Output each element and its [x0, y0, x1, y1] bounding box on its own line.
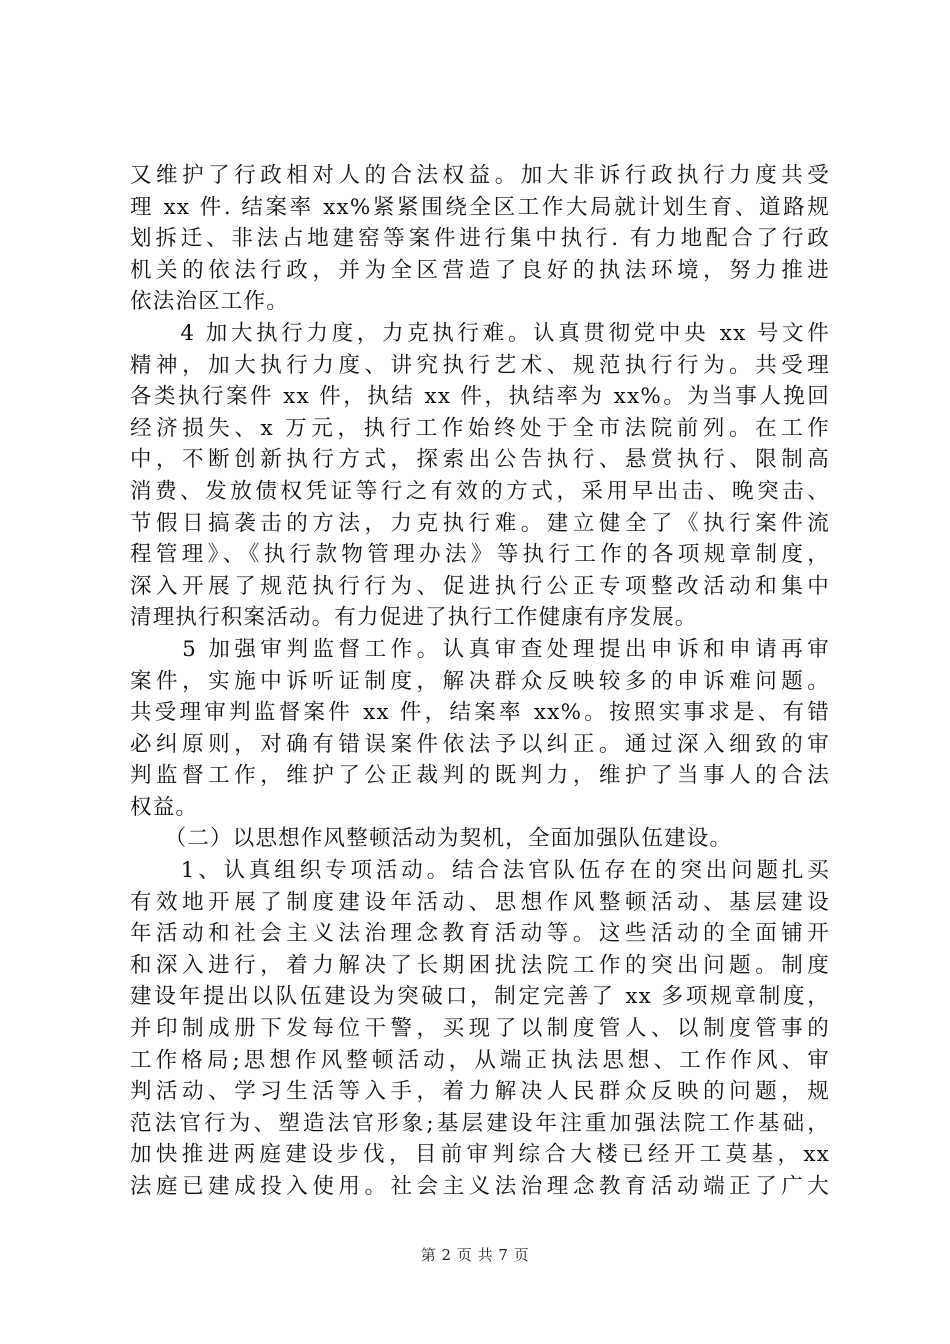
text-line: 依法治区工作。	[130, 289, 289, 315]
text-line: 共受理审判监督案件 xx 件，结案率 xx%。按照实事求是、有错	[130, 700, 830, 726]
body-text	[130, 160, 830, 1203]
text-line: 又维护了行政相对人的合法权益。加大非诉行政执行力度共受	[130, 163, 830, 188]
text-line: 法庭已建成投入使用。社会主义法治理念教育活动端正了广大	[130, 1174, 830, 1199]
text-line: 判活动、学习生活等入手，着力解决人民群众反映的问题，规	[130, 1079, 830, 1105]
page-footer: 第 2 页 共 7 页	[420, 1246, 530, 1264]
text-line: 划拆迁、非法占地建窑等案件进行集中执行. 有力地配合了行政	[130, 226, 830, 252]
text-line: 清理执行积案活动。有力促进了执行工作健康有序发展。	[130, 605, 698, 631]
text-line: 年活动和社会主义法治理念教育活动等。这些活动的全面铺开	[130, 921, 830, 947]
text-line: 各类执行案件 xx 件，执结 xx 件，执结率为 xx%。为当事人挽回	[130, 384, 830, 410]
text-line: 节假日搞袭击的方法，力克执行难。建立健全了《执行案件流	[130, 510, 830, 536]
text-line: 有效地开展了制度建设年活动、思想作风整顿活动、基层建设	[130, 889, 830, 915]
text-line: 机关的依法行政，并为全区营造了良好的执法环境，努力推进	[130, 257, 830, 283]
text-line: 权益。	[130, 794, 199, 820]
text-line: 1、认真组织专项活动。结合法官队伍存在的突出问题扎买	[130, 858, 830, 884]
text-line: 和深入进行，着力解决了长期困扰法院工作的突出问题。制度	[130, 952, 830, 978]
text-line: 加快推进两庭建设步伐，目前审判综合大楼已经开工莫基，xx	[130, 1142, 830, 1168]
text-line: 中，不断创新执行方式，探索出公告执行、悬赏执行、限制高	[130, 447, 830, 473]
text-line: 必纠原则，对确有错误案件依法予以纠正。通过深入细致的审	[130, 731, 830, 757]
section-heading: （二）以思想作风整顿活动为契机，全面加强队伍建设。	[130, 826, 733, 852]
text-line: 范法官行为、塑造法官形象;基层建设年注重加强法院工作基础，	[130, 1110, 830, 1136]
text-line: 程管理》、《执行款物管理办法》等执行工作的各项规章制度，	[130, 542, 830, 568]
text-line: 精神，加大执行力度、讲究执行艺术、规范执行行为。共受理	[130, 352, 830, 378]
text-line: 案件，实施中诉听证制度，解决群众反映较多的申诉难问题。	[130, 668, 830, 694]
text-line: 深入开展了规范执行行为、促进执行公正专项整改活动和集中	[130, 573, 830, 599]
text-line: 工作格局;思想作风整顿活动，从端正执法思想、工作作风、审	[130, 1047, 830, 1073]
text-line: 并印制成册下发每位干警，买现了以制度管人、以制度管事的	[130, 1016, 830, 1042]
text-line: 4 加大执行力度，力克执行难。认真贯彻党中央 xx 号文件	[130, 320, 830, 346]
text-line: 建设年提出以队伍建设为突破口，制定完善了 xx 多项规章制度，	[130, 984, 830, 1010]
text-line: 经济损失、x 万元，执行工作始终处于全市法院前列。在工作	[130, 415, 830, 441]
text-line: 判监督工作，维护了公正裁判的既判力，维护了当事人的合法	[130, 763, 830, 789]
text-line: 5 加强审判监督工作。认真审查处理提出申诉和申请再审	[130, 636, 830, 662]
text-line: 理 xx 件. 结案率 xx%紧紧围绕全区工作大局就计划生育、道路规	[130, 194, 830, 220]
text-line: 消费、发放债权凭证等行之有效的方式，采用早出击、晚突击、	[130, 478, 830, 504]
